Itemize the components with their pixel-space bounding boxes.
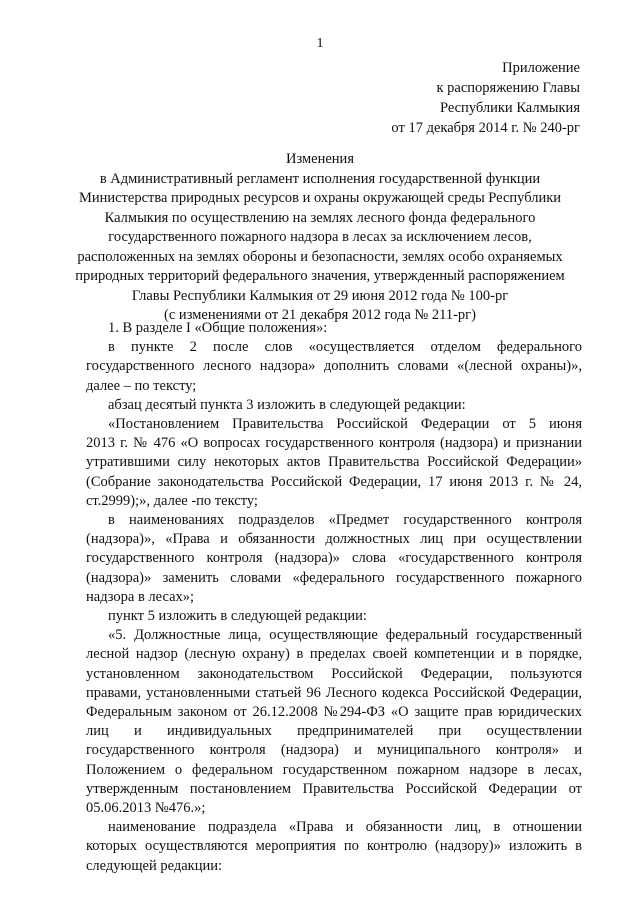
- approval-line: от 17 декабря 2014 г. № 240-рг: [391, 120, 580, 136]
- body-line: 1. В разделе I «Общие положения»:: [108, 320, 328, 336]
- document-title: [60, 150, 580, 326]
- title-line: расположенных на землях обороны и безопасности, землях особо охраняемых: [77, 248, 563, 265]
- title-line: Изменения: [286, 151, 354, 167]
- body-line: лиц и индивидуальных предпринимателей при осуществлении: [86, 723, 582, 740]
- body-line: пункт 5 изложить в следующей редакции:: [108, 608, 367, 625]
- body-line: «5. Должностные лица, осуществляющие федеральный государственный: [108, 627, 582, 644]
- body-line: в пункте 2 после слов «осуществляется отделом федерального: [108, 339, 582, 356]
- body-line: Положением о федеральном государственном пожарном надзоре в лесах,: [86, 761, 582, 778]
- body-line: государственного лесного надзора» дополнить словами «(лесной охраны)»,: [86, 358, 582, 375]
- body-line: установленном законодательством Российской Федерации, пользуются: [86, 665, 582, 682]
- body-line: в наименованиях подразделов «Предмет государственного контроля: [108, 512, 582, 529]
- body-line: 05.06.2013 №476.»;: [86, 800, 206, 817]
- body-line: «Постановлением Правительства Российской Федерации от 5 июня: [108, 416, 582, 433]
- page-number: 1: [316, 36, 324, 51]
- body-line: надзора в лесах»;: [86, 588, 195, 605]
- body-line: далее – по тексту;: [86, 377, 197, 394]
- body-line: ст.2999);», далее -по тексту;: [86, 492, 258, 509]
- body-line: утвержденным постановлением Правительства Российской Федерации от: [86, 780, 582, 797]
- title-line: Министерства природных ресурсов и охраны окружающей среды Республики: [78, 190, 562, 206]
- title-line: Главы Республики Калмыкия от 29 июня 2012 года № 100-рг: [131, 287, 509, 304]
- body-line: государственного контроля (надзора) и муниципального контроля» и: [86, 742, 582, 759]
- approval-line: к распоряжению Главы: [436, 80, 580, 96]
- body-line: следующей редакции:: [86, 857, 223, 874]
- title-line: государственного пожарного надзора в лесах за исключением лесов,: [108, 229, 532, 245]
- title-line: в Административный регламент исполнения государственной функции: [99, 170, 541, 187]
- body-line: государственного контроля (надзора)» слова «государственного контроля: [86, 550, 582, 567]
- body-line: которых осуществляются мероприятия по контролю (надзору)» изложить в: [86, 838, 582, 855]
- body-line: лесной надзор (лесную охрану) в пределах своей компетенции и в порядке,: [86, 646, 582, 663]
- approval-line: Приложение: [502, 60, 580, 76]
- title-line: (с изменениями от 21 декабря 2012 года № 211-рг): [164, 307, 476, 323]
- title-line: Калмыкия по осуществлению на землях лесного фонда федерального: [104, 209, 536, 226]
- approval-line: Республики Калмыкия: [439, 100, 580, 116]
- body-line: утратившими силу некоторых актов Правительства Российской Федерации»: [86, 454, 582, 471]
- approval-block: [340, 58, 580, 138]
- body-line: (Собрание законодательства Российской Федерации, 17 июня 2013 г. № 24,: [86, 473, 582, 490]
- body-line: абзац десятый пункта 3 изложить в следующей редакции:: [108, 396, 466, 413]
- body-line: Федеральным законом от 26.12.2008 №294-ФЗ «О защите прав юридических: [86, 704, 582, 721]
- body-line: правами, установленными статьей 96 Лесного кодекса Российской Федерации,: [86, 684, 582, 701]
- body-line: 2013 г. № 476 «О вопросах государственного контроля (надзора) и признании: [86, 435, 582, 452]
- body-line: (надзора)», «Права и обязанности должностных лиц при осуществлении: [86, 531, 582, 548]
- title-line: природных территорий федерального значения, утвержденный распоряжением: [75, 268, 565, 284]
- document-body: [86, 319, 582, 876]
- body-line: (надзора)» заменить словами «федерального государственного пожарного: [86, 569, 582, 586]
- body-line: наименование подраздела «Права и обязанности лиц, в отношении: [108, 819, 582, 836]
